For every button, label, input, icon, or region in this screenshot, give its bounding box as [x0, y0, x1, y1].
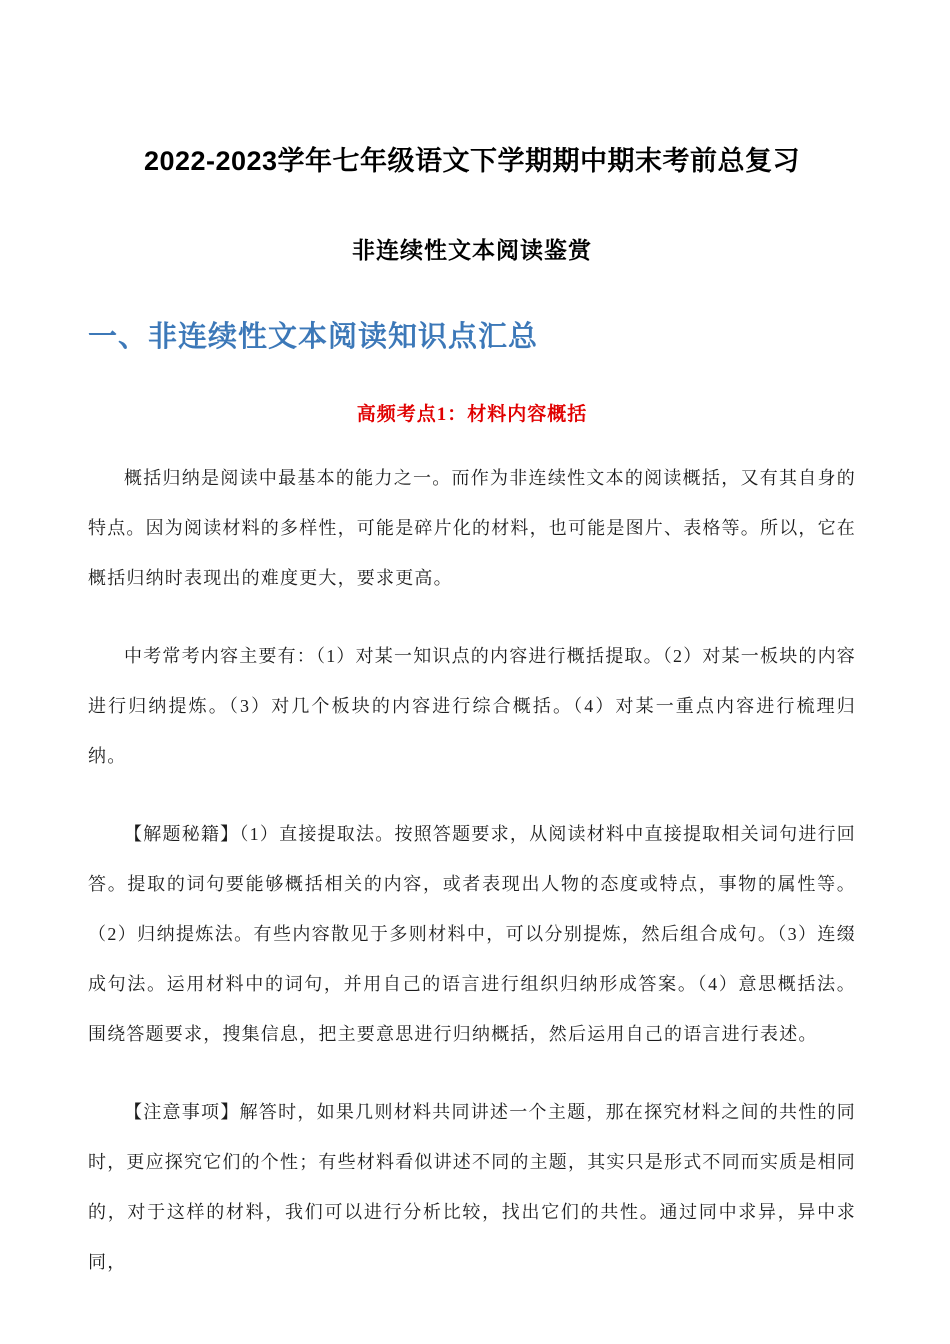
- topic-heading: 高频考点1：材料内容概括: [356, 404, 588, 425]
- paragraph-exam-content: 中考常考内容主要有：（1）对某一知识点的内容进行概括提取。（2）对某一板块的内容进行归纳提炼。（3）对几个板块的内容进行综合概括。（4）对某一重点内容进行梳理归纳。: [88, 646, 856, 766]
- body-text-block: [88, 453, 856, 1287]
- section-heading: 一、非连续性文本阅读知识点汇总: [88, 321, 539, 353]
- document-title: 2022-2023学年七年级语文下学期期中期末考前总复习: [143, 146, 801, 176]
- document-subtitle: 非连续性文本阅读鉴赏: [352, 238, 592, 263]
- paragraph-solving-tips: 【解题秘籍】（1）直接提取法。按照答题要求，从阅读材料中直接提取相关词句进行回答。提取的词句要能够概括相关的内容，或者表现出人物的态度或特点，事物的属性等。（2）归纳提炼法。有些内容散见于多则材料中，可以分别提炼，然后组合成句。（3）连缀成句法。运用材料中的词句，并用自己的语言进行组织归纳形成答案。（4）意思概括法。围绕答题要求，搜集信息，把主要意思进行归纳概括，然后运用自己的语言进行表述。: [88, 824, 856, 1044]
- paragraph-notes: 【注意事项】解答时，如果几则材料共同讲述一个主题，那在探究材料之间的共性的同时，更应探究它们的个性；有些材料看似讲述不同的主题，其实只是形式不同而实质是相同的，对于这样的材料，我们可以进行分析比较，找出它们的共性。通过同中求异，异中求同，: [88, 1102, 856, 1272]
- paragraph-overview: 概括归纳是阅读中最基本的能力之一。而作为非连续性文本的阅读概括，又有其自身的特点。因为阅读材料的多样性，可能是碎片化的材料，也可能是图片、表格等。所以，它在概括归纳时表现出的难度更大，要求更高。: [88, 468, 856, 588]
